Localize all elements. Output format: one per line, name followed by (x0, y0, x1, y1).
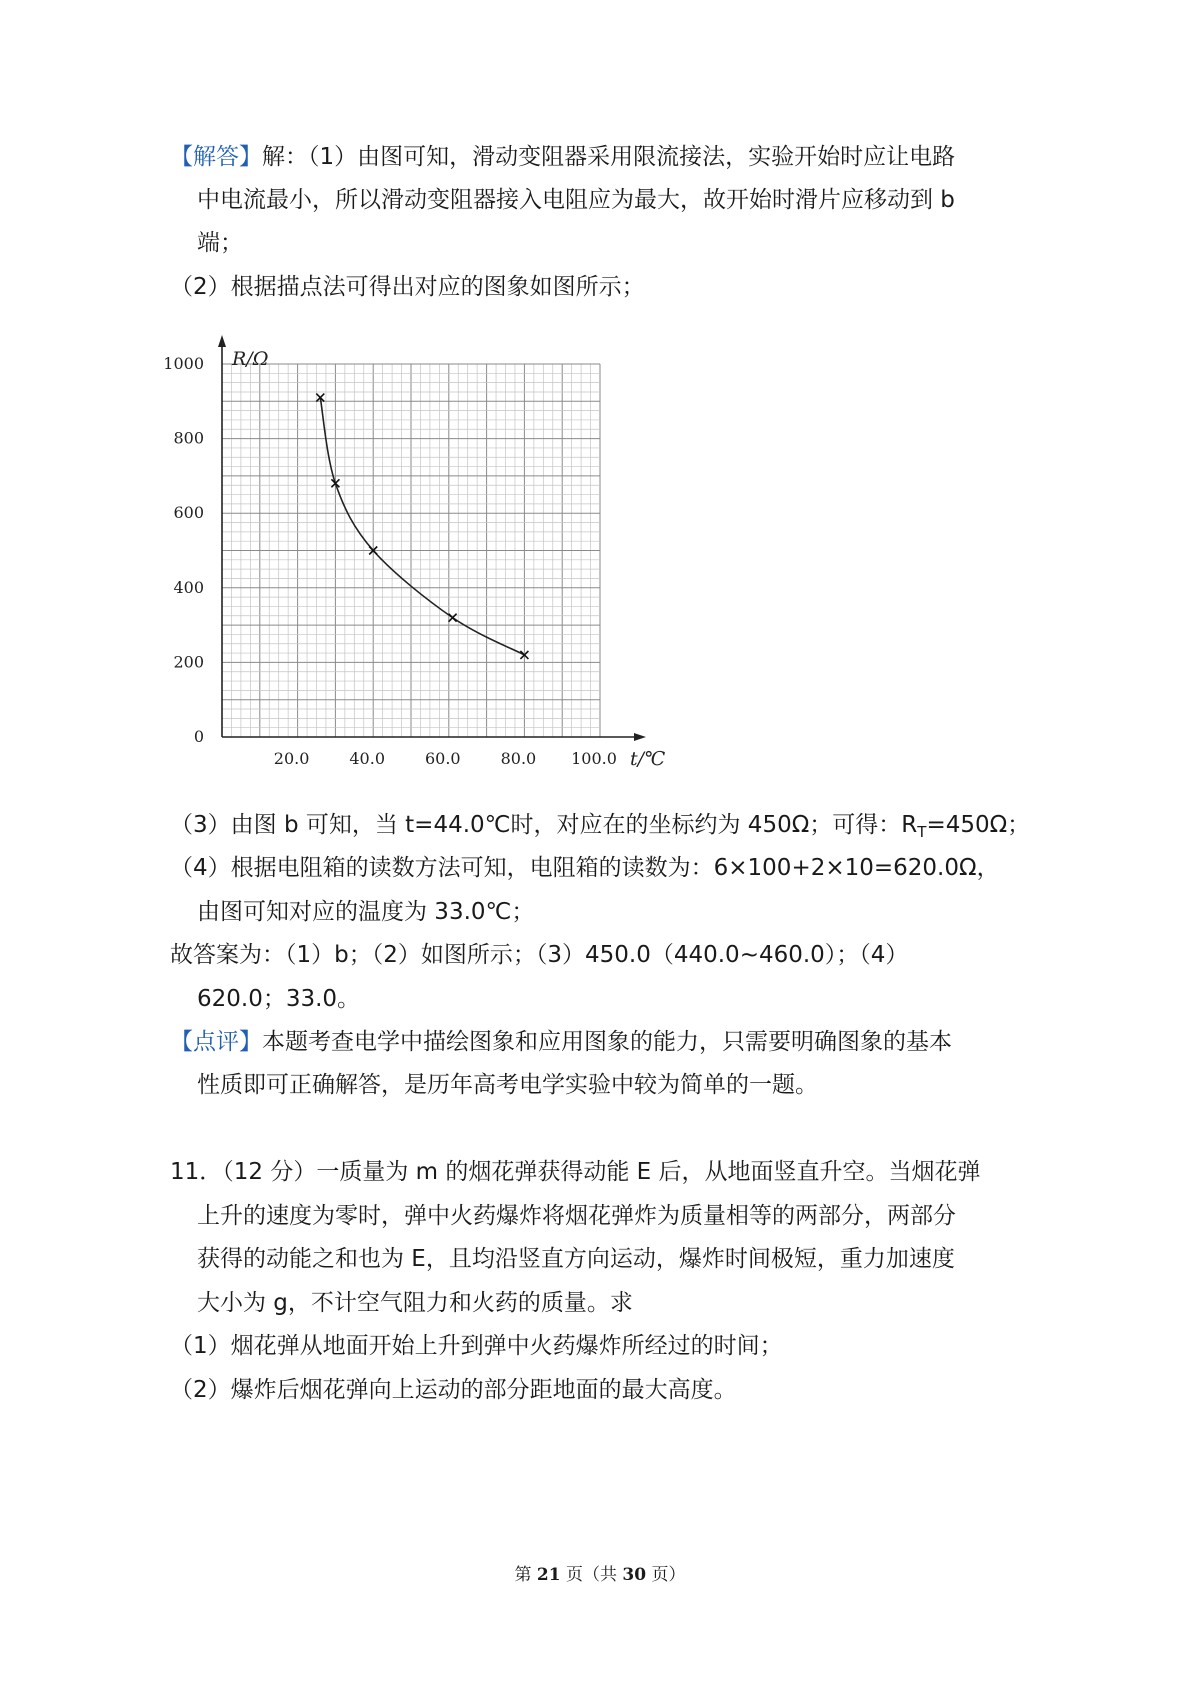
chart-axes (218, 335, 646, 741)
x-tick-label: 60.0 (424, 749, 461, 768)
page-footer (0, 1560, 1200, 1585)
x-tick-label: 100.0 (571, 749, 617, 768)
data-point (449, 614, 457, 622)
problem-line-4: 大小为 g，不计空气阻力和火药的质量。求 (197, 1290, 633, 1316)
comment-line-2: 性质即可正确解答，是历年高考电学实验中较为简单的一题。 (197, 1072, 818, 1098)
answer-part-4-line-2: 由图可知对应的温度为 33.0℃； (197, 899, 535, 925)
footer-page-number: 21 (536, 1565, 561, 1585)
y-tick-label: 0 (193, 727, 204, 746)
y-tick-label: 800 (173, 428, 204, 448)
final-answer-line-1: 故答案为：（1）b；（2）如图所示；（3）450.0（440.0~460.0）；（4） (170, 942, 909, 968)
comment-tag: 【点评】 (170, 1029, 262, 1055)
problem-line-1: 11．（12 分）一质量为 m 的烟花弹获得动能 E 后，从地面竖直升空。当烟花弹 (170, 1159, 981, 1185)
chart-points (316, 394, 528, 659)
x-tick-label: 20.0 (273, 749, 310, 768)
resistance-temperature-chart (163, 335, 670, 775)
comment-line-1 (170, 1027, 952, 1057)
footer-middle: 页（共 (560, 1565, 623, 1585)
fitted-curve (320, 398, 524, 655)
chart-grid (222, 364, 600, 737)
x-tick-label: 40.0 (349, 749, 386, 768)
footer-prefix: 第 (514, 1565, 537, 1585)
final-answer-line-2: 620.0；33.0。 (197, 986, 361, 1012)
problem-question-2: （2）爆炸后烟花弹向上运动的部分距地面的最大高度。 (170, 1377, 737, 1403)
answer-part-3-subscript: T (917, 823, 927, 841)
y-axis-label: R/Ω (232, 348, 269, 370)
y-tick-label: 400 (173, 577, 204, 597)
answer-part-2: （2）根据描点法可得出对应的图象如图所示； (170, 274, 645, 300)
problem-line-3: 获得的动能之和也为 E，且均沿竖直方向运动，爆炸时间极短，重力加速度 (197, 1246, 955, 1272)
x-tick-label: 80.0 (500, 749, 537, 768)
y-tick-label: 200 (173, 652, 204, 672)
x-axis-label: t/℃ (630, 748, 666, 770)
footer-total-pages: 30 (622, 1565, 647, 1585)
y-tick-label: 1000 (163, 354, 204, 373)
answer-tag: 【解答】 (170, 144, 262, 170)
x-axis-arrow (634, 733, 646, 741)
answer-line-3: 端； (197, 230, 243, 256)
problem-line-2: 上升的速度为零时，弹中火药爆炸将烟花弹炸为质量相等的两部分，两部分 (197, 1203, 956, 1229)
answer-part-3-tail: =450Ω； (926, 812, 1031, 838)
answer-text-1: 解：（1）由图可知，滑动变阻器采用限流接法，实验开始时应让电路 (262, 144, 956, 170)
chart-curve (320, 398, 524, 655)
answer-part-4-line-1: （4）根据电阻箱的读数方法可知，电阻箱的读数为：6×100+2×10=620.0Ω， (170, 855, 1000, 881)
y-tick-label: 600 (173, 503, 204, 523)
comment-text-1: 本题考查电学中描绘图象和应用图象的能力，只需要明确图象的基本 (262, 1029, 952, 1055)
footer-suffix: 页） (646, 1565, 686, 1585)
problem-question-1: （1）烟花弹从地面开始上升到弹中火药爆炸所经过的时间； (170, 1333, 783, 1359)
y-axis-arrow (218, 335, 226, 347)
answer-part-3 (170, 810, 1030, 847)
answer-part-3-text: （3）由图 b 可知，当 t=44.0℃时，对应在的坐标约为 450Ω；可得：R (170, 812, 918, 838)
answer-line-2: 中电流最小，所以滑动变阻器接入电阻应为最大，故开始时滑片应移动到 b (197, 187, 955, 213)
answer-line-1 (170, 142, 955, 172)
chart-labels (163, 348, 665, 770)
